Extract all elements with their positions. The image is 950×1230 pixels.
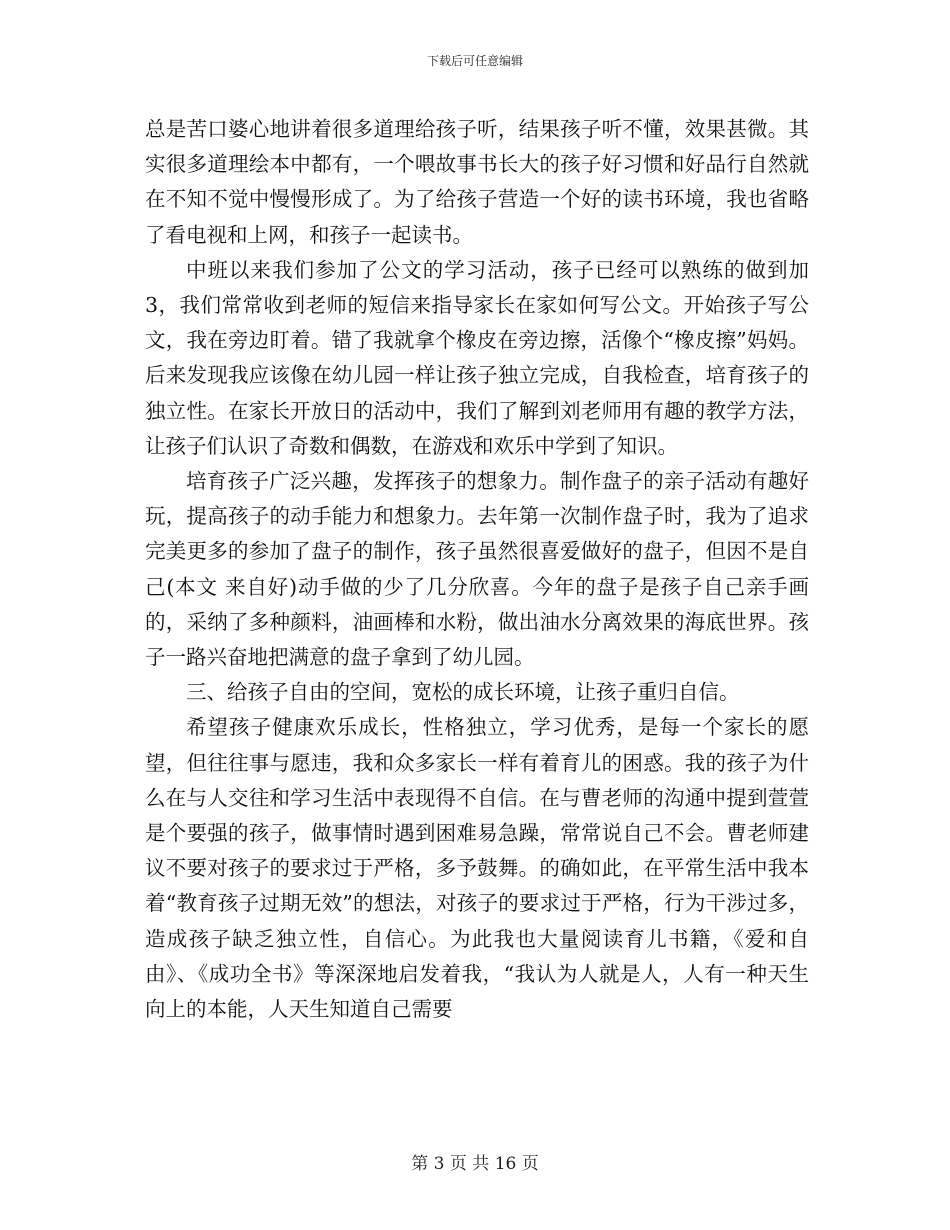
paragraph-1: 总是苦口婆心地讲着很多道理给孩子听，结果孩子听不懂，效果甚微。其实很多道理绘本中都有，一个喂故事书长大的孩子好习惯和好品行自然就在不知不觉中慢慢形成了。为了给孩子营造一个好的读书环境，我也省略了看电视和上网，和孩子一起读书。 (145, 117, 809, 247)
page-header: 下载后可任意编辑 (426, 54, 523, 68)
paragraph-2: 中班以来我们参加了公文的学习活动，孩子已经可以熟练的做到加3，我们常常收到老师的短信来指导家长在家如何写公文。开始孩子写公文，我在旁边盯着。错了我就拿个橡皮在旁边擦，活像个“橡皮擦”妈妈。后来发现我应该像在幼儿园一样让孩子独立完成，自我检查，培育孩子的独立性。在家长开放日的活动中，我们了解到刘老师用有趣的教学方法，让孩子们认识了奇数和偶数，在游戏和欢乐中学到了知识。 (145, 257, 809, 458)
page-footer: 第 3 页 共 16 页 (411, 1154, 539, 1174)
paragraph-3: 培育孩子广泛兴趣，发挥孩子的想象力。制作盘子的亲子活动有趣好玩，提高孩子的动手能力和想象力。去年第一次制作盘子时，我为了追求完美更多的参加了盘子的制作，孩子虽然很喜爱做好的盘子，但因不是自己(本文 来自好)动手做的少了几分欣喜。今年的盘子是孩子自己亲手画的，采纳了多种颜料，油画棒和水粉，做出油水分离效果的海底世界。孩子一路兴奋地把满意的盘子拿到了幼儿园。 (145, 469, 809, 670)
section-heading: 三、给孩子自由的空间，宽松的成长环境，让孩子重归自信。 (186, 680, 740, 705)
document-body (145, 112, 809, 1027)
paragraph-5: 希望孩子健康欢乐成长，性格独立，学习优秀，是每一个家长的愿望，但往往事与愿违，我和众多家长一样有着育儿的困惑。我的孩子为什么在与人交往和学习生活中表现得不自信。在与曹老师的沟通中提到萱萱是个要强的孩子，做事情时遇到困难易急躁，常常说自己不会。曹老师建议不要对孩子的要求过于严格，多予鼓舞。的确如此，在平常生活中我本着“教育孩子过期无效”的想法，对孩子的要求过于严格，行为干涉过多，造成孩子缺乏独立性，自信心。为此我也大量阅读育儿书籍，《爱和自由》、《成功全书》等深深地启发着我，“我认为人就是人，人有一种天生向上的本能，人天生知道自己需要 (145, 715, 809, 1022)
